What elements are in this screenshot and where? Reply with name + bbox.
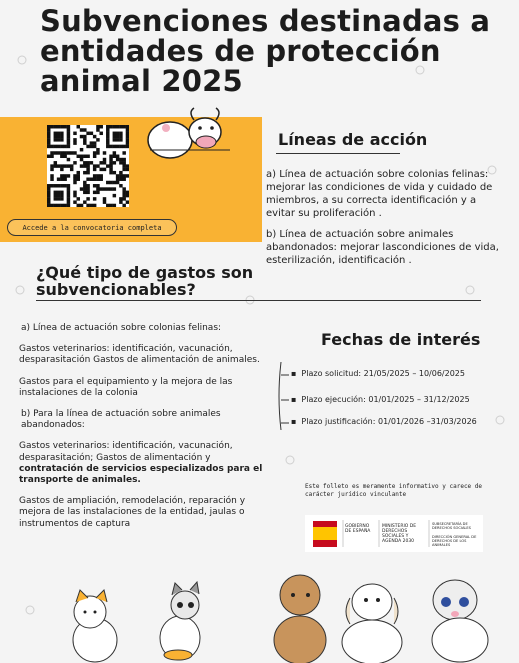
logo-gobierno: GOBIERNO DE ESPAÑA: [345, 524, 371, 534]
fecha-justificacion: ▪ Plazo justificación: 01/01/2026 –31/03/2026: [291, 417, 477, 426]
lineas-item-b: b) Línea de actuación sobre animales abandonados: mejorar lascondiciones de vida, esterilización, identificación .: [266, 229, 499, 266]
logo-ministerio: MINISTERIO DE DERECHOS SOCIALES Y AGENDA 2030: [382, 524, 417, 544]
gastos-text: [19, 323, 267, 540]
lineas-underline: [276, 153, 400, 154]
logo-direccion: DIRECCIÓN GENERAL DE DERECHOS DE LOS ANIMALES: [432, 535, 477, 548]
page-title: Subvenciones destinadas a entidades de protección animal 2025: [40, 4, 491, 98]
cat-2-illustration: [160, 582, 200, 660]
fechas-heading: Fechas de interés: [321, 330, 481, 349]
gastos-b-title: b) Para la línea de actuación sobre animales abandonados:: [21, 409, 221, 431]
lineas-item-a: a) Línea de actuación sobre colonias felinas: mejorar las condiciones de vida y cuidado de miembros, a su correcta identificación y a evitar su proliferación .: [266, 169, 493, 219]
gastos-a-p2: Gastos para el equipamiento y la mejora de las instalaciones de la colonia: [19, 376, 233, 398]
dog-illustration: [140, 100, 230, 162]
lineas-text: [266, 168, 506, 275]
fecha-ejecucion: ▪ Plazo ejecución: 01/01/2025 – 31/12/2025: [291, 395, 470, 404]
grey-dog-illustration: [432, 580, 488, 662]
fechas-timeline: [278, 360, 292, 432]
disclaimer: Este folleto es meramente informativo y carece de carácter jurídico vinculante: [305, 483, 483, 498]
curly-dog-illustration: [274, 575, 326, 663]
gastos-heading: ¿Qué tipo de gastos son subvencionables?: [36, 263, 254, 299]
logo-subsecretaria: SUBSECRETARÍA DE DERECHOS SOCIALES: [432, 522, 471, 531]
cat-1-illustration: [73, 590, 117, 662]
lineas-heading: Líneas de acción: [278, 130, 428, 149]
white-dog-illustration: [342, 584, 402, 663]
gastos-a-title: a) Línea de actuación sobre colonias felinas:: [21, 323, 222, 333]
access-convocatoria-button[interactable]: Accede a la convocatoria completa: [7, 219, 177, 236]
fecha-solicitud: ▪ Plazo solicitud: 21/05/2025 – 10/06/2025: [291, 369, 465, 378]
gastos-a-p1: Gastos veterinarios: identificación, vacunación, desparasitación Gastos de alimentación de animales.: [19, 344, 260, 366]
qr-code[interactable]: [47, 125, 129, 207]
gastos-b-p1-text: Gastos veterinarios: identificación, vacunación, desparasitación; Gastos de alimentación y: [19, 441, 233, 463]
gastos-underline: [36, 300, 481, 301]
gastos-b-p2: Gastos de ampliación, remodelación, reparación y mejora de las instalaciones de la entidad, jaulas o instrumentos de captura: [19, 496, 246, 529]
gobierno-logo: [305, 515, 483, 552]
gastos-b-p1: [19, 441, 267, 486]
animals-illustration: [60, 570, 519, 663]
gastos-b-p1-bold: contratación de servicios especializados para el transporte de animales.: [19, 463, 263, 486]
